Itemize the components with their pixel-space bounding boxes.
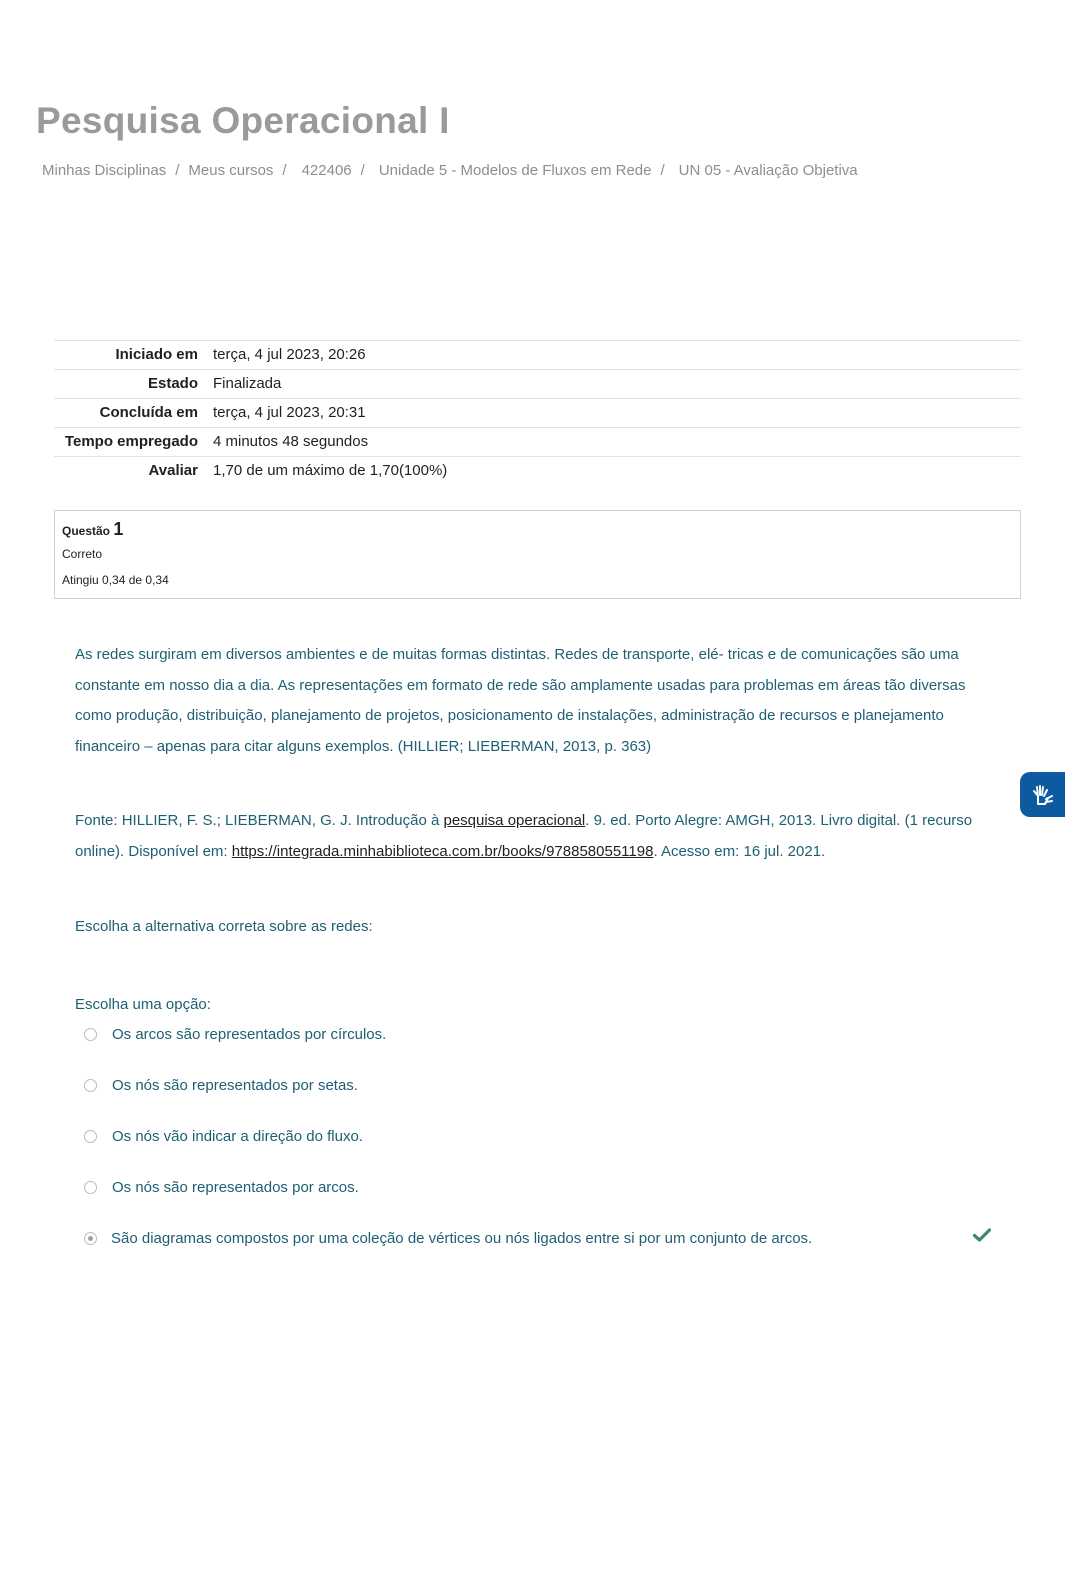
summary-label: Estado (54, 370, 213, 399)
summary-value: Finalizada (213, 370, 1021, 399)
radio-button[interactable] (84, 1181, 97, 1194)
attempt-summary (54, 340, 1021, 485)
breadcrumb-minhas-disciplinas[interactable]: Minhas Disciplinas (42, 162, 167, 179)
summary-row-completed (54, 399, 1021, 428)
question-text (75, 640, 995, 943)
answer-option-label: Os nós são representados por setas. (112, 1077, 358, 1094)
breadcrumb-separator: / (175, 162, 180, 179)
radio-button[interactable] (84, 1028, 97, 1041)
answer-option-label: Os nós vão indicar a direção do fluxo. (112, 1128, 363, 1145)
summary-row-grade (54, 457, 1021, 486)
answer-option-label: Os arcos são representados por círculos. (112, 1026, 387, 1043)
page-title: Pesquisa Operacional I (36, 100, 450, 141)
question-grade: Atingiu 0,34 de 0,34 (62, 573, 169, 587)
breadcrumb-meus-cursos[interactable]: Meus cursos (188, 162, 274, 179)
sign-language-button[interactable] (1020, 772, 1065, 817)
question-number-value: 1 (113, 519, 124, 539)
question-body: As redes surgiram em diversos ambientes e de muitas formas distintas. Redes de transporte, elé- tricas e de comunicações são uma constante em nosso dia a dia. As representações em formato de rede são amplamente usadas para problemas em áreas tão diversas como produção, distribuição, planejamento de projetos, posicionamento de instalações, administração de recursos e planejamento financeiro – apenas para citar alguns exemplos. (HILLIER; LIEBERMAN, 2013, p. 363) (75, 646, 966, 755)
question-number (62, 519, 123, 540)
breadcrumb-quiz[interactable]: UN 05 - Avaliação Objetiva (678, 162, 858, 179)
summary-label: Tempo empregado (54, 428, 213, 457)
question-ask: Escolha a alternativa correta sobre as redes: (75, 918, 373, 935)
summary-label: Concluída em (54, 399, 213, 428)
source-link-title[interactable]: pesquisa operacional (443, 812, 586, 829)
answer-option-label: São diagramas compostos por uma coleção de vértices ou nós ligados entre si por um conjunto de arcos. (111, 1230, 813, 1247)
summary-row-started (54, 341, 1021, 370)
sign-language-icon (1029, 781, 1057, 809)
summary-row-time-taken (54, 428, 1021, 457)
breadcrumb (42, 162, 858, 179)
answer-option-label: Os nós são representados por arcos. (112, 1179, 359, 1196)
breadcrumb-course[interactable]: 422406 (301, 162, 352, 179)
question-source (75, 806, 995, 867)
summary-label: Avaliar (54, 457, 213, 486)
summary-value: 1,70 de um máximo de 1,70(100%) (213, 457, 1021, 486)
summary-value: 4 minutos 48 segundos (213, 428, 1021, 457)
question-label: Questão (62, 524, 111, 538)
source-suffix: . Acesso em: 16 jul. 2021. (653, 842, 826, 860)
radio-button-selected[interactable] (84, 1232, 97, 1245)
breadcrumb-separator: / (360, 162, 365, 179)
check-icon (973, 1228, 991, 1242)
summary-row-state (54, 370, 1021, 399)
radio-button[interactable] (84, 1130, 97, 1143)
source-link-url[interactable]: https://integrada.minhabiblioteca.com.br/books/9788580551198 (231, 842, 654, 860)
breadcrumb-separator: / (282, 162, 287, 179)
answer-prompt: Escolha uma opção: (75, 996, 211, 1013)
summary-label: Iniciado em (54, 341, 213, 370)
source-prefix: Fonte: HILLIER, F. S.; LIEBERMAN, G. J. Introdução à (75, 812, 444, 829)
radio-button[interactable] (84, 1079, 97, 1092)
question-info-box (54, 510, 1021, 599)
summary-value: terça, 4 jul 2023, 20:26 (213, 341, 1021, 370)
source-middle: . 9. ed. Porto Alegre: AMGH, 2013. Livro digital. (1 recurso online). Disponível em: (75, 812, 973, 860)
breadcrumb-unit[interactable]: Unidade 5 - Modelos de Fluxos em Rede (378, 162, 652, 179)
summary-value: terça, 4 jul 2023, 20:31 (213, 399, 1021, 428)
breadcrumb-separator: / (660, 162, 665, 179)
question-state: Correto (62, 547, 103, 561)
